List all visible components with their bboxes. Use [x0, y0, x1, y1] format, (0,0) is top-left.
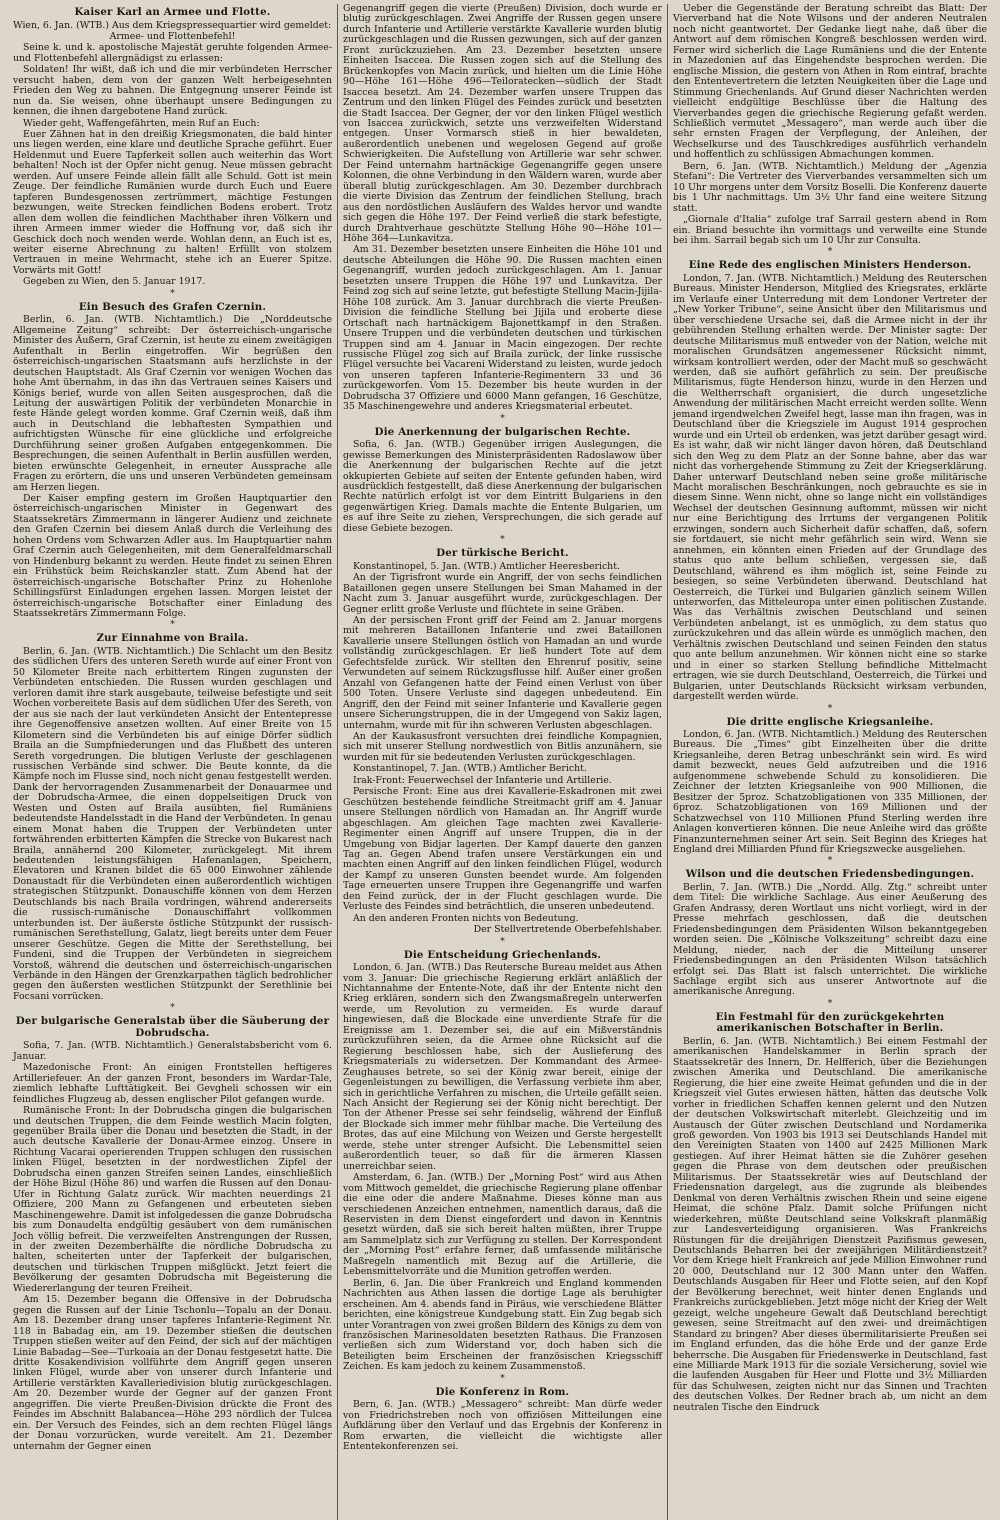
section-separator: *: [170, 620, 175, 631]
article-headline: Die Entscheidung Griechenlands.: [403, 948, 602, 961]
article-paragraph: Berlin, 6. Jan. (WTB. Nichtamtlich.) Die Schlacht um den Besitz des südlichen Ufers des unteren Sereth wurde auf einer Front von 50 Kilometer Breite nach erbittertem Ringen zugunsten der Verbündeten entschieden. Die Russen wurden geschlagen und verloren damit ihre stark ausgebaute, teilweise befestigte und seit Wochen vorbereitete Basis auf dem südlichen Ufer des Sereth, von der aus sie nach der laut verkündeten Ansicht der Ententepresse ihre Gegenoffensive ansetzen wollten. Auf einer Breite von 15 Kilometern sind die Verbündeten bis auf einige Dörfer südlich Braila an die Sumpfniederungen und das Flußbett des unteren Sereth vorgedrungen. Die blutigen Verluste der geschlagenen russischen Verbände sind schwer. Die Beute konnte, da die Kämpfe noch im Flusse sind, noch nicht genau festgestellt werden. Dank der hervorragenden Zusammenarbeit der Donauarmee und der Dobrudscha-Armee, die einen doppelseitigen Druck von Westen und Osten auf Braila ausübten, fiel Rumäniens bedeutendste Handelsstadt in die Hand der Verbündeten. In genau einem Monat haben die Truppen der Verbündeten unter fortwährenden erbitterten Kämpfen die Strecke von Bukarest nach Braila, annähernd 200 Kilometer, zurückgelegt. Mit ihrem bedeutenden leistungsfähigen Hafenanlagen, Speichern, Elevatoren und Kranen bildet die 65 000 Einwohner zählende Donaustadt für die Verbündeten einen außerordentlich wichtigen strategischen Stützpunkt. Donauschiffe können von dem Herzen Deutschlands bis nach Braila vordringen, während andererseits die russisch-rumänische Donauschiffahrt vollkommen unterbunden ist. Der äußerste östliche Stützpunkt der russisch-rumänischen Serethstellung, Galatz, liegt bereits unter dem Feuer unserer Geschütze. Gegen die Mitte der Serethstellung, bei Fundeni, sind die Truppen der Verbündeten in siegreichem Vorstoß, während die deutschen und österreichisch-ungarischen Verbände in den Hängen der Grenzkarpathen täglich bedrohlicher gegen den äußersten westlichen Stützpunkt der Serethlinie bei Focsani vorrücken.: [13, 645, 332, 1002]
article-paragraph: An der Kaukasusfront versuchten drei feindliche Kompagnien, sich mit unserer Stellung nordwestlich von Bitlis anzunähern, sie wurden mit für sie bedeutenden Verlusten zurückgeschlagen.: [343, 731, 662, 763]
article-paragraph: Konstantinopel, 5. Jan. (WTB.) Amtlicher Heeresbericht.: [353, 560, 620, 572]
column-container: [8, 4, 992, 1520]
article-paragraph: Der Stellvertretende Oberbefehlshaber.: [473, 924, 662, 936]
column-3: [668, 4, 992, 1520]
article-paragraph: An den anderen Fronten nichts von Bedeutung.: [353, 912, 579, 924]
article-paragraph: An der Tigrisfront wurde ein Angriff, der von sechs feindlichen Bataillonen gegen unsere Stellungen bei Sman Mahamed in der Nacht zum 3. Januar ausgeführt wurde, zurückgeschlagen. Der Gegner erlitt große Verluste und flüchtete in seine Gräben.: [343, 572, 662, 615]
article-paragraph: Sofia, 6. Jan. (WTB.) Gegenüber irrigen Auslegungen, die gewisse Bemerkungen des Ministerpräsidenten Radoslawow über die Anerkennung der bulgarischen Rechte auf die jetzt okkupierten Gebiete auf seiten der Entente gefunden haben, wird ausdrücklich festgestellt, daß diese Anerkennung der bulgarischen Rechte natürlich erfolgt ist vor dem Eintritt Bulgariens in den gegenwärtigen Krieg. Damals machte die Entente Bulgarien, um es auf ihre Seite zu ziehen, Versprechungen, die sich gerade auf diese Gebiete bezogen.: [343, 439, 662, 534]
article-paragraph: Am 15. Dezember begann die Offensive in der Dobrudscha gegen die Russen auf der Linie Tschonlu—Topalu an der Donau. Am 18. Dezember drang unser tapferes Infanterie-Regiment Nr. 118 in Babadag ein, am 19. Dezember stießen die deutschen Truppen stießen weiter auf den Feind, der sich auf der mächtigen Linie Babadag—See—Turkoaia an der Donau festgesetzt hatte. Die dritte Kosakendivision vollführte dem Angriff gegen unseren linken Flügel, wurde aber von unserer durch Infanterie und Artillerie verstärkten Kavalleriedivision blutig zurückgeschlagen. Am 20. Dezember wurde der Gegner auf der ganzen Front angegriffen. Die vierte Preußen-Division drückte die Front des Feindes im Abschnitt Balabancea—Höhe 293 nördlich der Tulcea ein. Der Versuch des Feindes, sich an dem rechten Flügel längs der Donau vorzurücken, wurde vereitelt. Am 21. Dezember unternahm der Gegner einen: [13, 1294, 332, 1452]
section-separator: *: [500, 936, 505, 947]
article-paragraph: Konstantinopel, 7. Jan. (WTB.) Amtlicher Bericht.: [353, 763, 587, 775]
section-separator: *: [170, 288, 175, 299]
article-paragraph: Persische Front: Eine aus drei Kavallerie-Eskadronen mit zwei Geschützen bestehende feindliche Streitmacht griff am 4. Januar unsere Stellungen nördlich von Hamadan an. Ihr Angriff wurde abgeschlagen. Am gleichen Tage machten zwei Kavallerie-Regimenter einen Angriff auf unsere Truppen, die in der Umgebung von Bidjar lagerten. Der Kampf dauerte den ganzen Tag an. Gegen Abend trafen unsere Verstärkungen ein und machten einen Angriff auf den linken feindlichen Flügel, wodurch der Kampf zu unseren Gunsten beendet wurde. Am folgenden Tage erneuerten unsere Truppen ihre Gegenangriffe und warfen den Feind zurück, der in der Flucht geschlagen wurde. Die Verluste des Feindes sind beträchtlich, die unseren unbedeutend.: [343, 786, 662, 913]
article-paragraph: Gegenangriff gegen die vierte (Preußen) Division, doch wurde er blutig zurückgeschlagen. Zwei Angriffe der Russen gegen unsere durch Infanterie und Artillerie verstärkte Kavallerie wurden blutig zurückgeschlagen und die Russen gezwungen, sich auf der ganzen Front zurückzuziehen. Am 23. Dezember besetzten unsere Einheiten Isaccea. Die Russen zogen sich auf die Stellung des Brückenkopfes von Macin zurück, und hielten um die Linie Höhe 90—Höhe 161—Höhe 496—Teiloratecken—südlich der Stadt Isaccea besetzt. Am 24. Dezember warfen unsere Truppen das Zentrum und den linken Flügel des Feindes zurück und besetzten die Stadt Isaccea. Der Gegner, der vor den linken Flügel westlich von Isaccea zurückwich, setzte uns verzweifelten Widerstand entgegen. Unser Vormarsch stieß in hier bewaldeten, außerordentlich unebenen und wegelosen Gegend auf große Schwierigkeiten. Die Aufstellung von Artillerie war sehr schwer. Der Feind unternahm hartnäckige Gegenangriffe gegen unsere Kolonnen, die ohne Verbindung in den Wäldern waren, wurde aber überall blutig zurückgeschlagen. Am 30. Dezember durchbrach die vierte Division das Zentrum der feindlichen Stellung, brach aus den nordöstlichen Ausläufern des Waldes hervor und wandte sich gegen die Höhe 197. Der Feind verließ die stark befestigte, durch Drahtverhaue geschützte Stellung Höhe 90—Höhe 101—Höhe 364—Lunkavitza.: [343, 4, 662, 244]
article-paragraph: Seine k. und k. apostolische Majestät geruhte folgenden Armee- und Flottenbefehl allergnädigst zu erlassen:: [13, 42, 332, 64]
section-separator: *: [827, 998, 833, 1009]
article-paragraph: London, 6. Jan. (WTB.) Das Reutersche Bureau meldet aus Athen vom 3. Januar: Die griechische Regierung erklärt anläßlich der Nichtannahme der Entente-Note, daß ihr der Entente nicht den Krieg erklären, sondern sich den Zwangsmaßregeln unterwerfen werde, um Revolution zu vermeiden. Es wurde darauf hingewiesen, daß die Blockade eine unverdiente Strafe für die Ereignisse am 1. Dezember sei, die auf ein Mißverständnis zurückzuführen seien, da die Armee ohne Rücksicht auf die Regierung beschlossen habe, sich der Auslieferung des Kriegsmaterials zu widersetzen. Der Kommandant des Armee-Zeughauses betrete, so sei der König zwar bereit, einige der Gegenleistungen zu bewilligen, die Verfassung verbiete ihm aber, sich in gerichtliche Verfahren zu mischen, die Urteile gefällt seien. Nach Ansicht der Regierung sei der König nicht berechtigt. Der Ton der Athener Presse sei sehr feindselig, während der Einfluß der Blockade sich immer mehr fühlbar mache. Die Verteilung des Brotes, das auf eine Milchung von Weizen und Gerste hergestellt werde, stehe unter strenger Aufsicht. Die Lebensmittel seien außerordentlich teuer, so daß für die ärmeren Klassen unerreichbar seien.: [343, 962, 662, 1172]
column-1: [8, 4, 338, 1520]
article-paragraph: „Giornale d'Italia“ zufolge traf Sarrail gestern abend in Rom ein. Briand besuchte ihn vormittags und verweilte eine Stunde bei ihm. Sarrail begab sich um 10 Uhr zur Consulta.: [673, 214, 987, 246]
article-paragraph: London, 7. Jan. (WTB. Nichtamtlich.) Meldung des Reuterschen Bureaus. Minister Henderson, Mitglied des Kriegsrates, erklärte im Verlaufe einer Unterredung mit dem Londoner Vertreter der „New Yorker Tribune“, seine Ansicht über den Militarismus und über verschiedene Ursache sei, daß die Armee nicht in der ihr gebührenden Stellung erhalten werde. Der Minister sagte: Der deutsche Militarismus muß entweder von der Nation, welche mit moralischen Grundsätzen angemessener Rücksicht nimmt, wirksam kontrolliert werden, oder der Macht muß so geschwächt werden, daß sie aufhört gefährlich zu sein. Der preußische Militarismus, fügte Henderson hinzu, wurde in den Herzen und die Weltherrschaft organisiert, die durch ungesetzliche Anwendung der militärischen Macht erreicht werden sollte. Wenn jemand irgendwelchen Zweifel hegt, lasse man ihn fragen, was in Deutschland über die Kriegsziele im August 1914 gesprochen wurde und ein Urteil ob erdenken, was jetzt darüber gesagt wird. Es ist wahr, daß wir nicht länger davon hören, daß Deutschland sich den Weg zu dem Platz an der Sonne bahne, aber das war nicht das vorhergehende Stimmung zu Zeit der Kriegserklärung. Daher unterwarf Deutschland neben seine große militärische Macht moralischen Beschränkungen, noch gebrauchte es sie in diesem Sinne. Wenn nicht, ohne so lange nicht ein vollständiges Wechsel der deutschen Gesinnung auftommt, müssen wir nicht nur eine Berichtigung des Irrtums der vergangenen Politik erzwingen, sondern auch Sicherheit dafür schaffen, daß, sofern sie fortdauert, sie nicht mehr gefährlich sein wird. Wenn sie annehmen, ein könnten einen Frieden auf der Grundlage des status quo ante bellum schließen, vergessen sie, daß Deutschland, während es ihm möglich ist, seine Feinde zu besiegen, so seine Verbündeten überwand. Deutschland hat Oesterreich, die Türkei und Bulgarien gänzlich seinem Willen unterworfen, das Mitteleuropa unter einen politischen Zustande. Was das Verhältnis zwischen Deutschland und seinen Verbündeten anbelangt, ist es unmöglich, zu dem status quo zurückzukehren und das allein würde es unmöglich machen, den Verhältnis zwischen Deutschland und seinen Feinden den status quo ante bellum anzunehmen. Wir können nicht eine so starke und in einer so starken Stellung befindliche Mittelmacht ertragen, wie sie durch Deutschland, Oesterreich, die Türkei und Bulgarien, unter Deutschlands Rücksicht wirksam verbunden, dargestellt werden würde.: [673, 272, 987, 703]
article-paragraph: London, 6. Jan. (WTB. Nichtamtlich.) Meldung des Reuterschen Bureaus. Die „Times“ gibt Einzelheiten über die dritte Kriegsanleihe, deren Betrag unbeschränkt sein wird. Es wird damit bezweckt, neues Geld aufzutreiben und die 1916 aufgenommene schwebende Schuld zu konsolidieren. Die Zeichner der letzten Kriegsanleihe von 900 Millionen, die Besitzer der 5proz. Schatzobligationen von 335 Millionen, der 6proz. Schatzobligationen von 169 Millionen und der Schatzwechsel von 110 Millionen Pfund Sterling werden ihre Anlagen konvertieren können. Die neue Anleihe wird das größte Finanzunternehmen seiner Art sein. Seit Beginn des Krieges hat England drei Milliarden Pfund für Kriegszwecke ausgeliehen.: [673, 729, 987, 855]
article-headline: Die Anerkennung der bulgarischen Rechte.: [374, 425, 631, 438]
article-headline: Der bulgarische Generalstab über die Säuberung der Dobrudscha.: [15, 1015, 330, 1039]
section-separator: *: [170, 1003, 175, 1014]
article-paragraph: Mazedonische Front: An einigen Frontstellen heftigeres Artilleriefeuer. An der ganzen Front, besonders im Wardar-Tale, ziemlich lebhafte Lufttätigkeit. Bei Gevgheli schossen wir ein feindliches Flugzeug ab, dessen englischer Pilot gefangen wurde.: [13, 1062, 332, 1105]
section-separator: *: [500, 535, 505, 546]
article-paragraph: Berlin, 6. Jan. Die über Frankreich und England kommenden Nachrichten aus Athen lassen die dortige Lage als beruhigter erscheinen. Am 4. abends fand in Piräus, wie verschiedene Blätter berichten, eine königstreue Kundgebung statt. Ein Zug begab sich unter Vorantragen von zwei großen Bildern des Königs zu dem von französischen Marinesoldaten besetzten Rathaus. Die Franzosen verließen sich zum Widerstand vor, doch haben sich die Beteiligten beim Erscheinen der französischen Kriegsschiff Zeichen. Es kam jedoch zu keinem Zusammenstoß.: [343, 1277, 662, 1373]
article-headline: Ein Festmahl für den zurückgekehrten amerikanischen Botschafter in Berlin.: [715, 1010, 945, 1035]
article-headline: Kaiser Karl an Armee und Flotte.: [74, 6, 271, 18]
article-paragraph: Armee- und Flottenbefehl!: [109, 30, 236, 42]
article-paragraph: Rumänische Front: In der Dobrudscha gingen die bulgarischen und deutschen Truppen, die dem Feinde westlich Macin folgten, gegenüber Braila über die Donau und besetzten die Stadt, in der auch deutsche Kavallerie der Donau-Armee einzog. Unsere in Richtung Vacarai operierenden Truppen schlugen den russischen linken Flügel, besetzten in der nordwestlichen Zipfel der Dobrudscha einen ganzen Streifen seinen Landes, einschließlich der Höhe Bizul (Höhe 86) und warfen die Russen auf den Donau-Ufer in Richtung Galatz zurück. Wir machten neuerdings 21 Offiziere, 200 Mann zu Gefangenen und erbeuteten sieben Maschinengewehre. Damit ist infolgedessen die ganze Dobrudscha bis zum Donaudelta endgültig gesäubert von dem rumänischen Joch völlig befreit. Die verzweifelten Anstrengungen der Russen, in der zweiten Dezemberhälfte die nördliche Dobrudscha zu halten, scheiterten unter der Tapferkeit der bulgarischen, deutschen und türkischen Truppen mißglückt. Jetzt feiert die Bevölkerung der gesamten Dobrudscha mit Begeisterung die Wiedererlangung der teuren Freiheit.: [13, 1105, 332, 1294]
article-paragraph: Berlin, 7. Jan. (WTB.) Die „Nordd. Allg. Ztg.“ schreibt unter dem Titel: Die wirkliche Sachlage. Aus einer Aeußerung des Grafen Andrassy, deren Wortlaut uns nicht vorliegt, wird in der Presse mehrfach geschlossen, daß die deutschen Friedensbedingungen dem Präsidenten Wilson bekanntgegeben worden seien. Die „Kölnische Volkszeitung“ schreibt dazu eine Meldung, nieder, nach der die Mitteilung unserer Friedensbedingungen an den Präsidenten Wilson tatsächlich erfolgt sei. Das Blatt ist falsch unterrichtet. Die wirkliche Sachlage ergibt sich aus unserer Antwortnote auf die amerikanische Anregung.: [673, 881, 987, 998]
column-2: [338, 4, 668, 1520]
article-paragraph: Berlin, 6. Jan. (WTB. Nichtamtlich.) Bei einem Festmahl der amerikanischen Handelskammer in Berlin sprach der Staatssekretär des Innern, Dr. Helfferich, über die Beziehungen zwischen Amerika und Deutschland. Die amerikanische Regierung, die hier eine zweite Heimat gefunden und die in der Kriegszeit viel Gutes erwiesen hätten, hätten das deutsche Volk vorher in friedlichen Schaffen kennen gelernt und den Nutzen der deutschen Volkswirtschaft miterlebt. Gleichzeitig und im Austausch der Güter zwischen Deutschland und Nordamerika groß geworden. Von 1903 bis 1913 sei Deutschlands Handel mit den Vereinigten Staaten von 1400 auf 2425 Millionen Mark gestiegen. Auf ihrer Heimat hätten sie die Zuhörer gesehen gegen die Phrase von dem deutschen oder preußischen Militarismus. Der Staatssekretär wies auf Deutschland der Friedensnation dargelegt, aus die zugrunde als bleibendes Denkmal von deren Verhältnis zwischen Rhein und seine eigene Heimat, die schöne Pfalz. Damit solche Prüfungen nicht wiederkehren, müßte Deutschland seine Volkskraft planmäßig zur Landesverteidigung organisieren. Was Frankreichs Rüstungen für die dreijährigen Dienstzeit Pazifismus gewesen, Deutschlands Beharren bei der zweijährigen Militärdienstzeit? Vor dem Kriege hielt Frankreich auf jede Million Einwohner rund 20 000, Deutschland nur 12 300 Mann unter den Waffen. Deutschlands Ausgaben für Heer und Flotte seien, auf den Kopf der Bevölkerung berechnet, weit hinter denen Englands und Frankreichs zurückgeblieben. Jetzt möge nicht der Krieg der Welt gezeigt, welche ungeheure Gewalt daß Deutschland berechtigt gewesen, seine Streitmacht auf den zwei- und dreimächtigen Standard zu bringen? Aber dieses übermilitarisierte Preußen sei im England erfunden, das die höhe Erde und der ganze Erde beherrsche. Die Ausgaben für Friedenswerke in Deutschland, fast eine Milliarde Mark 1913 für die soziale Versicherung, soviel wie die laufenden Ausgaben für Heer und Flotte und 3½ Milliarden für das Schulwesen, zeigten nicht nur das Sinnen und Trachten des deutschen Volkes. Der Redner brach ab, um nicht an dem neutralen Tische den Eindruck: [673, 1035, 987, 1413]
article-paragraph: Berlin, 6. Jan. (WTB. Nichtamtlich.) Die „Norddeutsche Allgemeine Zeitung“ schreibt: Der österreichisch-ungarische Minister des Äußern, Graf Czernin, ist heute zu einem zweitägigen Aufenthalt in Berlin eingetroffen. Wir begrüßen den österreichisch-ungarischen Staatsmann aufs herzlichste in der deutschen Hauptstadt. Als Graf Czernin vor wenigen Wochen das hohe Amt übernahm, in das ihn das Vertrauen seines Kaisers und Königs berief, wurde von allen Seiten ausgesprochen, daß die Leitung der auswärtigen Politik der verbündeten Monarchie in feste Hände gelegt worden komme. Graf Czernin weiß, daß ihm auch in Deutschland die lebhaftesten Sympathien und aufrichtigsten Wünsche für eine glückliche und erfolgreiche Durchführung seiner großen Aufgaben entgegenkommen. Die Besprechungen, die seinen Aufenthalt in Berlin ausfüllen werden, bieten erwünschte Gelegenheit, in erneuter Aussprache alle Fragen zu erörtern, die uns und unseren Verbündeten gemeinsam am Herzen liegen.: [13, 314, 332, 493]
section-separator: *: [500, 1373, 505, 1384]
article-paragraph: Sofia, 7. Jan. (WTB. Nichtamtlich.) Generalstabsbericht vom 6. Januar.: [13, 1040, 332, 1062]
article-headline: Die dritte englische Kriegsanleihe.: [726, 715, 934, 728]
article-paragraph: An der persischen Front griff der Feind am 2. Januar morgens mit mehreren Bataillonen Infanterie und zwei Bataillonen Kavallerie unsere Stellungen östlich von Hamadan an und wurde vollständig zurückgeschlagen. Er ließ hundert Tote auf dem Gefechtsfelde zurück. Wir stellten den Ehrenruf positiv, seine Verwundeten auf seinem Rückzugsflusse hilf. Außer einer großen Anzahl von Gefangenen hatte der Feind einen Verlust von über 500 Toten. Unsere Verluste sind dagegen unbedeutend. Ein Angriff, den der Feind mit seiner Infanterie und Kavallerie gegen unsere Sicherungstruppen, die in der Umgegend von Sakiz lagen, unternahm, wurde mit für ihn schweren Verlusten abgeschlagen.: [343, 615, 662, 731]
article-headline: Die Konferenz in Rom.: [435, 1385, 570, 1398]
article-paragraph: Der Kaiser empfing gestern im Großen Hauptquartier den österreichisch-ungarischen Minister in Gegenwart des Staatssekretärs Zimmermann in längerer Audienz und zeichnete den Grafen Czernin bei diesem Anlaß durch die Verleihung des hohen Ordens vom Schwarzen Adler aus. Im Hauptquartier nahm Graf Czernin auch Gelegenheiten, mit dem Generalfeldmarschall von Hindenburg bekannt zu werden. Heute findet zu seinen Ehren ein Frühstück beim Reichskanzler statt. Zum Abend hat der österreichisch-ungarische Botschafter Prinz zu Hohenlohe Schillingsfürst Einladungen ergehen lassen. Morgen leistet der österreichisch-ungarische Botschafter einer Einladung des Staatssekretärs Zimmermann Folge.: [13, 493, 332, 620]
section-separator: *: [827, 247, 833, 258]
article-paragraph: Gegeben zu Wien, den 5. Januar 1917.: [23, 276, 206, 288]
article-paragraph: Bern, 6. Jan. (WTB. Nichtamtlich.) Meldung der „Agenzia Stefani“: Die Vertreter des Vierverbandes versammelten sich um 10 Uhr morgens unter dem Vorsitz Boselli. Die Konferenz dauerte bis 1 Uhr nachmittags. Um 3½ Uhr fand eine weitere Sitzung statt.: [673, 160, 987, 214]
article-headline: Wilson und die deutschen Friedensbedingungen.: [685, 868, 975, 881]
article-headline: Zur Einnahme von Braila.: [96, 632, 249, 645]
article-paragraph: Bern, 6. Jan. (WTB.) „Messagero“ schreibt: Man dürfe weder von Friedrichstreben noch von offiziösen Mitteilungen eine Aufklärung über den Verlauf und das Ergebnis der Konferenz in Rom erwarten, die vielleicht die wichtigste aller Ententekonferenzen sei.: [343, 1399, 662, 1453]
article-paragraph: Wieder geht, Waffengefährten, mein Ruf an Euch:: [23, 117, 260, 129]
section-separator: *: [827, 703, 833, 714]
article-headline: Der türkische Bericht.: [436, 547, 569, 560]
article-paragraph: Am 31. Dezember besetzten unsere Einheiten die Höhe 101 und deutsche Abteilungen die Höhe 90. Die Russen machten einen Gegenangriff, wurden jedoch zurückgeschlagen. Am 1. Januar besetzten unsere Truppen die Höhe 197 und Lunkavitza. Der Feind zog sich auf seine letzte, gut befestigte Stellung Macin-Jijila-Höhe 108 zurück. Am 3. Januar durchbrach die vierte Preußen-Division die feindliche Stellung bei Jijila und eroberte diese Ortschaft nach hartnäckigem Bajonettkampf in den Straßen. Unsere Truppen und die verbündeten deutschen und türkischen Truppen sind am 4. Januar in Macin eingezogen. Der rechte russische Flügel zog sich auf Braila zurück, der linke russische Flügel versuchte bei Vacareni Widerstand zu leisten, wurde jedoch von unseren tapferen Infanterie-Regimentern 33 und 36 zurückgeworfen. Vom 15. Dezember bis heute wurden in der Dobrudscha 37 Offiziere und 6000 Mann gefangen, 16 Geschütze, 35 Maschinengewehre und anderes Kriegsmaterial erbeutet.: [343, 244, 662, 413]
article-paragraph: Soldaten! Ihr wißt, daß ich und die mir verbündeten Herrscher versucht haben, dem von der ganzen Welt herbeigesehnten Frieden den Weg zu bahnen. Die Entgegnung unserer Feinde ist nun da. Sie weisen, ohne überhaupt unsere Bedingungen zu kennen, die ihnen dargebotene Hand zurück.: [13, 64, 332, 118]
article-paragraph: Amsterdam, 6. Jan. (WTB.) Der „Morning Post“ wird aus Athen vom Mittwoch gemeldet, die griechische Regierung plane offenbar die eine oder die andere Maßnahme. Dieses könne man aus verschiedenen Anzeichen entnehmen, namentlich daraus, daß die Reservisten in dem Dienst eingefordert und davon in Kenntnis gesetzt würden, daß sie sich bereit halten müßten, ihrer Truppe am Sammelplatz sich zur Verfügung zu stellen. Der Korrespondent der „Morning Post“ erfahre ferner, daß umfassende militärische Maßregeln namentlich mit Bezug auf die Artillerie, die Lebensmittelvorräte und die Munition getroffen werden.: [343, 1172, 662, 1278]
section-separator: *: [500, 413, 505, 424]
article-headline: Ein Besuch des Grafen Czernin.: [78, 300, 267, 313]
article-paragraph: Euer Zähnen hat in den dreißig Kriegsmonaten, die bald hinter uns liegen werden, eine klare und deutliche Sprache geführt. Euer Heldenmut und Euere Tapferkeit sollen auch weiterhin das Wort behalten! Noch ist der Opfer nicht genug. Neue müssen gebracht werden. Auf unsere Feinde allein fällt alle Schuld. Gott ist mein Zeuge. Der feindliche Rumänien wurde durch Euch und Euere tapferen Bundesgenossen zertrümmert, mächtige Festungen bezwungen, weite Strecken feindlichen Bodens erobert. Trotz allen dem wollen die feindlichen Machthaber ihren Völkern und ihren Armeen immer wieder die Hoffnung vor, daß sich ihr Geschick doch noch wenden werde. Wohlan denn, an Euch ist es, weiter eiserne Abrechnung zu halten! Erfüllt von stolzem Vertrauen in meine Wehrmacht, stehe ich an Euerer Spitze. Vorwärts mit Gott!: [13, 129, 332, 276]
article-paragraph: Wien, 6. Jan. (WTB.) Aus dem Kriegspressequartier wird gemeldet:: [13, 19, 332, 31]
article-paragraph: Irak-Front: Feuerwechsel der Infanterie und Artillerie.: [353, 774, 612, 786]
section-separator: *: [827, 856, 833, 867]
article-paragraph: Ueber die Gegenstände der Beratung schreibt das Blatt: Der Vierverband hat die Note Wilsons und der anderen Neutralen noch nicht geantwortet. Der Gedanke liegt nahe, daß über die Antwort auf dem römischen Kongreß beschlossen werden wird. Ferner wird sicherlich die Lage Rumäniens und die der Entente in Mazedonien auf das Eingehendste besprochen werden. Die englische Mission, die gestern von Athen in Rom eintraf, brachte den Ententevertretern die letzten Neuigkeiten über die Lage und Stimmung Griechenlands. Auf Grund dieser Nachrichten werden vielleicht endgültige Beschlüsse über die Haltung des Vierverbandes gegen die griechische Regierung gefaßt werden. Schließlich vermutet „Messagero“, man werde auch über die sehr ernsten Fragen der Verpflegung, der Anleihen, der Wechselkurse und des Tauschkrediges ausführlich verhandeln und hoffentlich zu schlüssigen Abmachungen kommen.: [673, 4, 987, 161]
article-headline: Eine Rede des englischen Ministers Henderson.: [688, 259, 972, 272]
